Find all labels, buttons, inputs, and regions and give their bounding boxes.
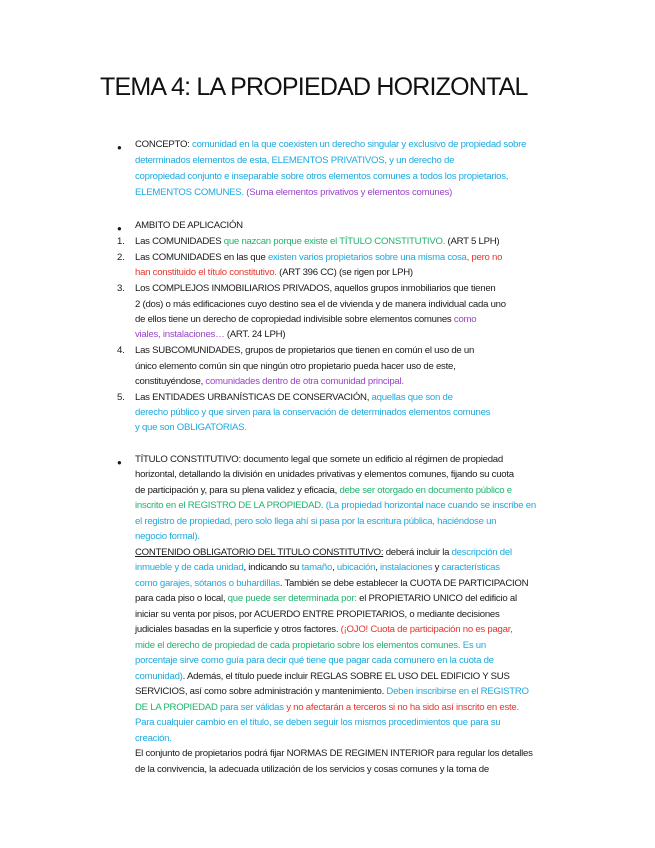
list-number: 5. bbox=[117, 392, 125, 403]
concepto-line-2 bbox=[135, 153, 454, 169]
titulo-line-8 bbox=[135, 560, 500, 576]
page-title: TEMA 4: LA PROPIEDAD HORIZONTAL bbox=[100, 73, 528, 101]
ambito-item-4-line-3 bbox=[135, 374, 404, 390]
bullet-icon: ● bbox=[117, 458, 122, 467]
bullet-icon: ● bbox=[117, 143, 122, 152]
text-run: creación. bbox=[135, 733, 172, 744]
text-run: el registro de propiedad, pero solo llega ahí si pasa por la escritura pública, haciéndose un bbox=[135, 516, 497, 527]
text-run: tamaño bbox=[301, 562, 333, 573]
titulo-line-6 bbox=[135, 529, 200, 545]
text-run: DE LA PROPIEDAD bbox=[135, 702, 218, 713]
text-run: debe ser otorgado en documento público e bbox=[339, 485, 512, 496]
text-run: ELEMENTOS COMUNES. bbox=[135, 187, 247, 198]
text-run: . También se debe establecer la CUOTA DE PARTICIPACION bbox=[279, 578, 529, 589]
ambito-item-3-line-1 bbox=[135, 281, 496, 297]
text-run: y que son OBLIGATORIAS. bbox=[135, 422, 247, 433]
titulo-line-16 bbox=[135, 684, 529, 700]
text-run: de la convivencia, la adecuada utilización de los servicios y cosas comunes y la toma de bbox=[135, 764, 489, 775]
text-run: existen varios propietarios sobre una misma cosa bbox=[267, 252, 467, 263]
text-run: deberá incluir la bbox=[383, 547, 452, 558]
text-run: Deben inscribirse en el REGISTRO bbox=[386, 686, 529, 697]
text-run: inmueble y de cada unidad bbox=[135, 562, 244, 573]
text-run: derecho público y que sirven para la conservación de determinados elementos comunes bbox=[135, 407, 491, 418]
list-number: 1. bbox=[117, 236, 125, 247]
titulo-line-4 bbox=[135, 498, 536, 514]
text-run: (Suma elementos privativos y elementos comunes) bbox=[246, 187, 453, 198]
titulo-line-14 bbox=[135, 653, 494, 669]
text-run: inscrito en el REGISTRO DE LA PROPIEDAD. bbox=[135, 500, 326, 511]
text-run: de participación y, para su plena validez y eficacia, bbox=[135, 485, 340, 496]
list-number: 3. bbox=[117, 283, 125, 294]
text-run: (¡OJO! Cuota de participación no es pagar, bbox=[340, 624, 513, 635]
text-run: , indicando su bbox=[243, 562, 302, 573]
titulo-line-17 bbox=[135, 700, 519, 716]
titulo-line-12 bbox=[135, 622, 513, 638]
text-run: el PROPIETARIO UNICO del edificio al bbox=[356, 593, 517, 604]
ambito-item-4-line-2 bbox=[135, 359, 456, 375]
titulo-line-19 bbox=[135, 731, 172, 747]
text-run: horizontal, detallando la división en unidades privativas y elementos comunes, fijando su cuota bbox=[135, 469, 514, 480]
text-run: han constituido el título constitutivo. bbox=[135, 267, 277, 278]
text-run: CONCEPTO: bbox=[135, 139, 193, 150]
titulo-line-3 bbox=[135, 483, 512, 499]
text-run: Las COMUNIDADES en las que bbox=[135, 252, 268, 263]
text-run: que puede ser determinada por: bbox=[227, 593, 357, 604]
list-number: 2. bbox=[117, 252, 125, 263]
ambito-item-1 bbox=[135, 234, 499, 250]
titulo-line-18 bbox=[135, 715, 500, 731]
text-run: mide el derecho de propiedad de cada propietario sobre los elementos comunes. bbox=[135, 640, 461, 651]
text-run: porcentaje sirve como guía para decir qué tiene que pagar cada comunero en la cuota de bbox=[135, 655, 494, 666]
concepto-line-4 bbox=[135, 185, 452, 201]
text-run: , pero no bbox=[466, 252, 503, 263]
list-number: 4. bbox=[117, 345, 125, 356]
titulo-line-10 bbox=[135, 591, 517, 607]
text-run: características bbox=[441, 562, 500, 573]
text-run: , bbox=[375, 562, 381, 573]
text-run: comunidad en la que coexisten un derecho singular y exclusivo de propiedad sobre bbox=[192, 139, 527, 150]
text-run: como bbox=[453, 314, 477, 325]
text-run: como garajes, sótanos o buhardillas bbox=[135, 578, 280, 589]
text-run: y bbox=[432, 562, 442, 573]
text-run: y no afectarán a terceros si no ha sido así inscrito en este. bbox=[286, 702, 519, 713]
text-run: , bbox=[332, 562, 337, 573]
text-run: instalaciones bbox=[380, 562, 433, 573]
text-run: que nazcan porque existe el TÍTULO CONSTITUTIVO. bbox=[223, 236, 446, 247]
titulo-line-21 bbox=[135, 762, 489, 778]
text-run: único elemento común sin que ningún otro propietario pueda hacer uso de este, bbox=[135, 361, 456, 372]
text-run: Es un bbox=[460, 640, 486, 651]
text-run: Los COMPLEJOS INMOBILIARIOS PRIVADOS, aquellos grupos inmobiliarios que tienen bbox=[135, 283, 496, 294]
text-run: (ART. 24 LPH) bbox=[224, 329, 286, 340]
ambito-item-5-line-3 bbox=[135, 420, 247, 436]
titulo-line-1 bbox=[135, 452, 503, 468]
text-run: Las COMUNIDADES bbox=[135, 236, 224, 247]
titulo-line-20 bbox=[135, 746, 533, 762]
titulo-line-13 bbox=[135, 638, 486, 654]
text-run: Las ENTIDADES URBANÍSTICAS DE CONSERVACIÓN, bbox=[135, 392, 372, 403]
text-run: CONTENIDO OBLIGATORIO DEL TITULO CONSTITUTIVO: bbox=[135, 547, 384, 558]
ambito-heading: AMBITO DE APLICACIÓN bbox=[135, 220, 243, 231]
text-run: (La propiedad horizontal nace cuando se inscribe en bbox=[325, 500, 536, 511]
text-run: viales, instalaciones… bbox=[135, 329, 225, 340]
text-run: copropiedad conjunto e inseparable sobre otros elementos comunes a todos los propietarios, bbox=[135, 171, 509, 182]
text-run: de ellos tiene un derecho de copropiedad indivisible sobre elementos comunes bbox=[135, 314, 454, 325]
titulo-line-5 bbox=[135, 514, 496, 530]
titulo-line-7 bbox=[135, 545, 512, 561]
text-run: Las SUBCOMUNIDADES, grupos de propietarios que tienen en común el uso de un bbox=[135, 345, 475, 356]
text-run: Para cualquier cambio en el título, se deben seguir los mismos procedimientos que para su bbox=[135, 717, 501, 728]
text-run: comunidad) bbox=[135, 671, 183, 682]
text-run: determinados elementos de esta, ELEMENTOS PRIVATIVOS, y un derecho de bbox=[135, 155, 455, 166]
ambito-item-2-line-1 bbox=[135, 250, 502, 266]
text-run: (ART 5 LPH) bbox=[445, 236, 500, 247]
text-run: constituyéndose, bbox=[135, 376, 206, 387]
ambito-item-3-line-2 bbox=[135, 297, 506, 313]
text-run: TÍTULO CONSTITUTIVO: documento legal que somete un edificio al régimen de propiedad bbox=[135, 454, 503, 465]
titulo-line-11 bbox=[135, 607, 500, 623]
ambito-item-3-line-4 bbox=[135, 327, 285, 343]
text-run: descripción del bbox=[451, 547, 512, 558]
concepto-line-1 bbox=[135, 137, 526, 153]
text-run: negocio formal). bbox=[135, 531, 200, 542]
titulo-line-2 bbox=[135, 467, 514, 483]
text-run: para ser válidas bbox=[217, 702, 287, 713]
text-run: judiciales basadas en la superficie y otros factores. bbox=[135, 624, 341, 635]
text-run: para cada piso o local, bbox=[135, 593, 228, 604]
ambito-item-5-line-1 bbox=[135, 390, 453, 406]
ambito-item-2-line-2 bbox=[135, 265, 413, 281]
ambito-item-4-line-1 bbox=[135, 343, 474, 359]
text-run: El conjunto de propietarios podrá fijar NORMAS DE REGIMEN INTERIOR para regular los detalles bbox=[135, 748, 533, 759]
concepto-line-3 bbox=[135, 169, 508, 185]
ambito-item-3-line-3 bbox=[135, 312, 476, 328]
bullet-icon: ● bbox=[117, 224, 122, 233]
text-run: comunidades dentro de otra comunidad principal. bbox=[205, 376, 404, 387]
titulo-line-9 bbox=[135, 576, 528, 592]
text-run: (ART 396 CC) (se rigen por LPH) bbox=[276, 267, 413, 278]
text-run: iniciar su venta por pisos, por ACUERDO ENTRE PROPIETARIOS, o mediante decisiones bbox=[135, 609, 500, 620]
text-run: aquellas que son de bbox=[371, 392, 453, 403]
text-run: ubicación bbox=[336, 562, 376, 573]
text-run: . Además, el título puede incluir REGLAS SOBRE EL USO DEL EDIFICIO Y SUS bbox=[182, 671, 510, 682]
titulo-line-15 bbox=[135, 669, 510, 685]
text-run: SERVICIOS, así como sobre administración y mantenimiento. bbox=[135, 686, 387, 697]
ambito-item-5-line-2 bbox=[135, 405, 490, 421]
text-run: 2 (dos) o más edificaciones cuyo destino sea el de vivienda y de manera individual cada uno bbox=[135, 299, 506, 310]
